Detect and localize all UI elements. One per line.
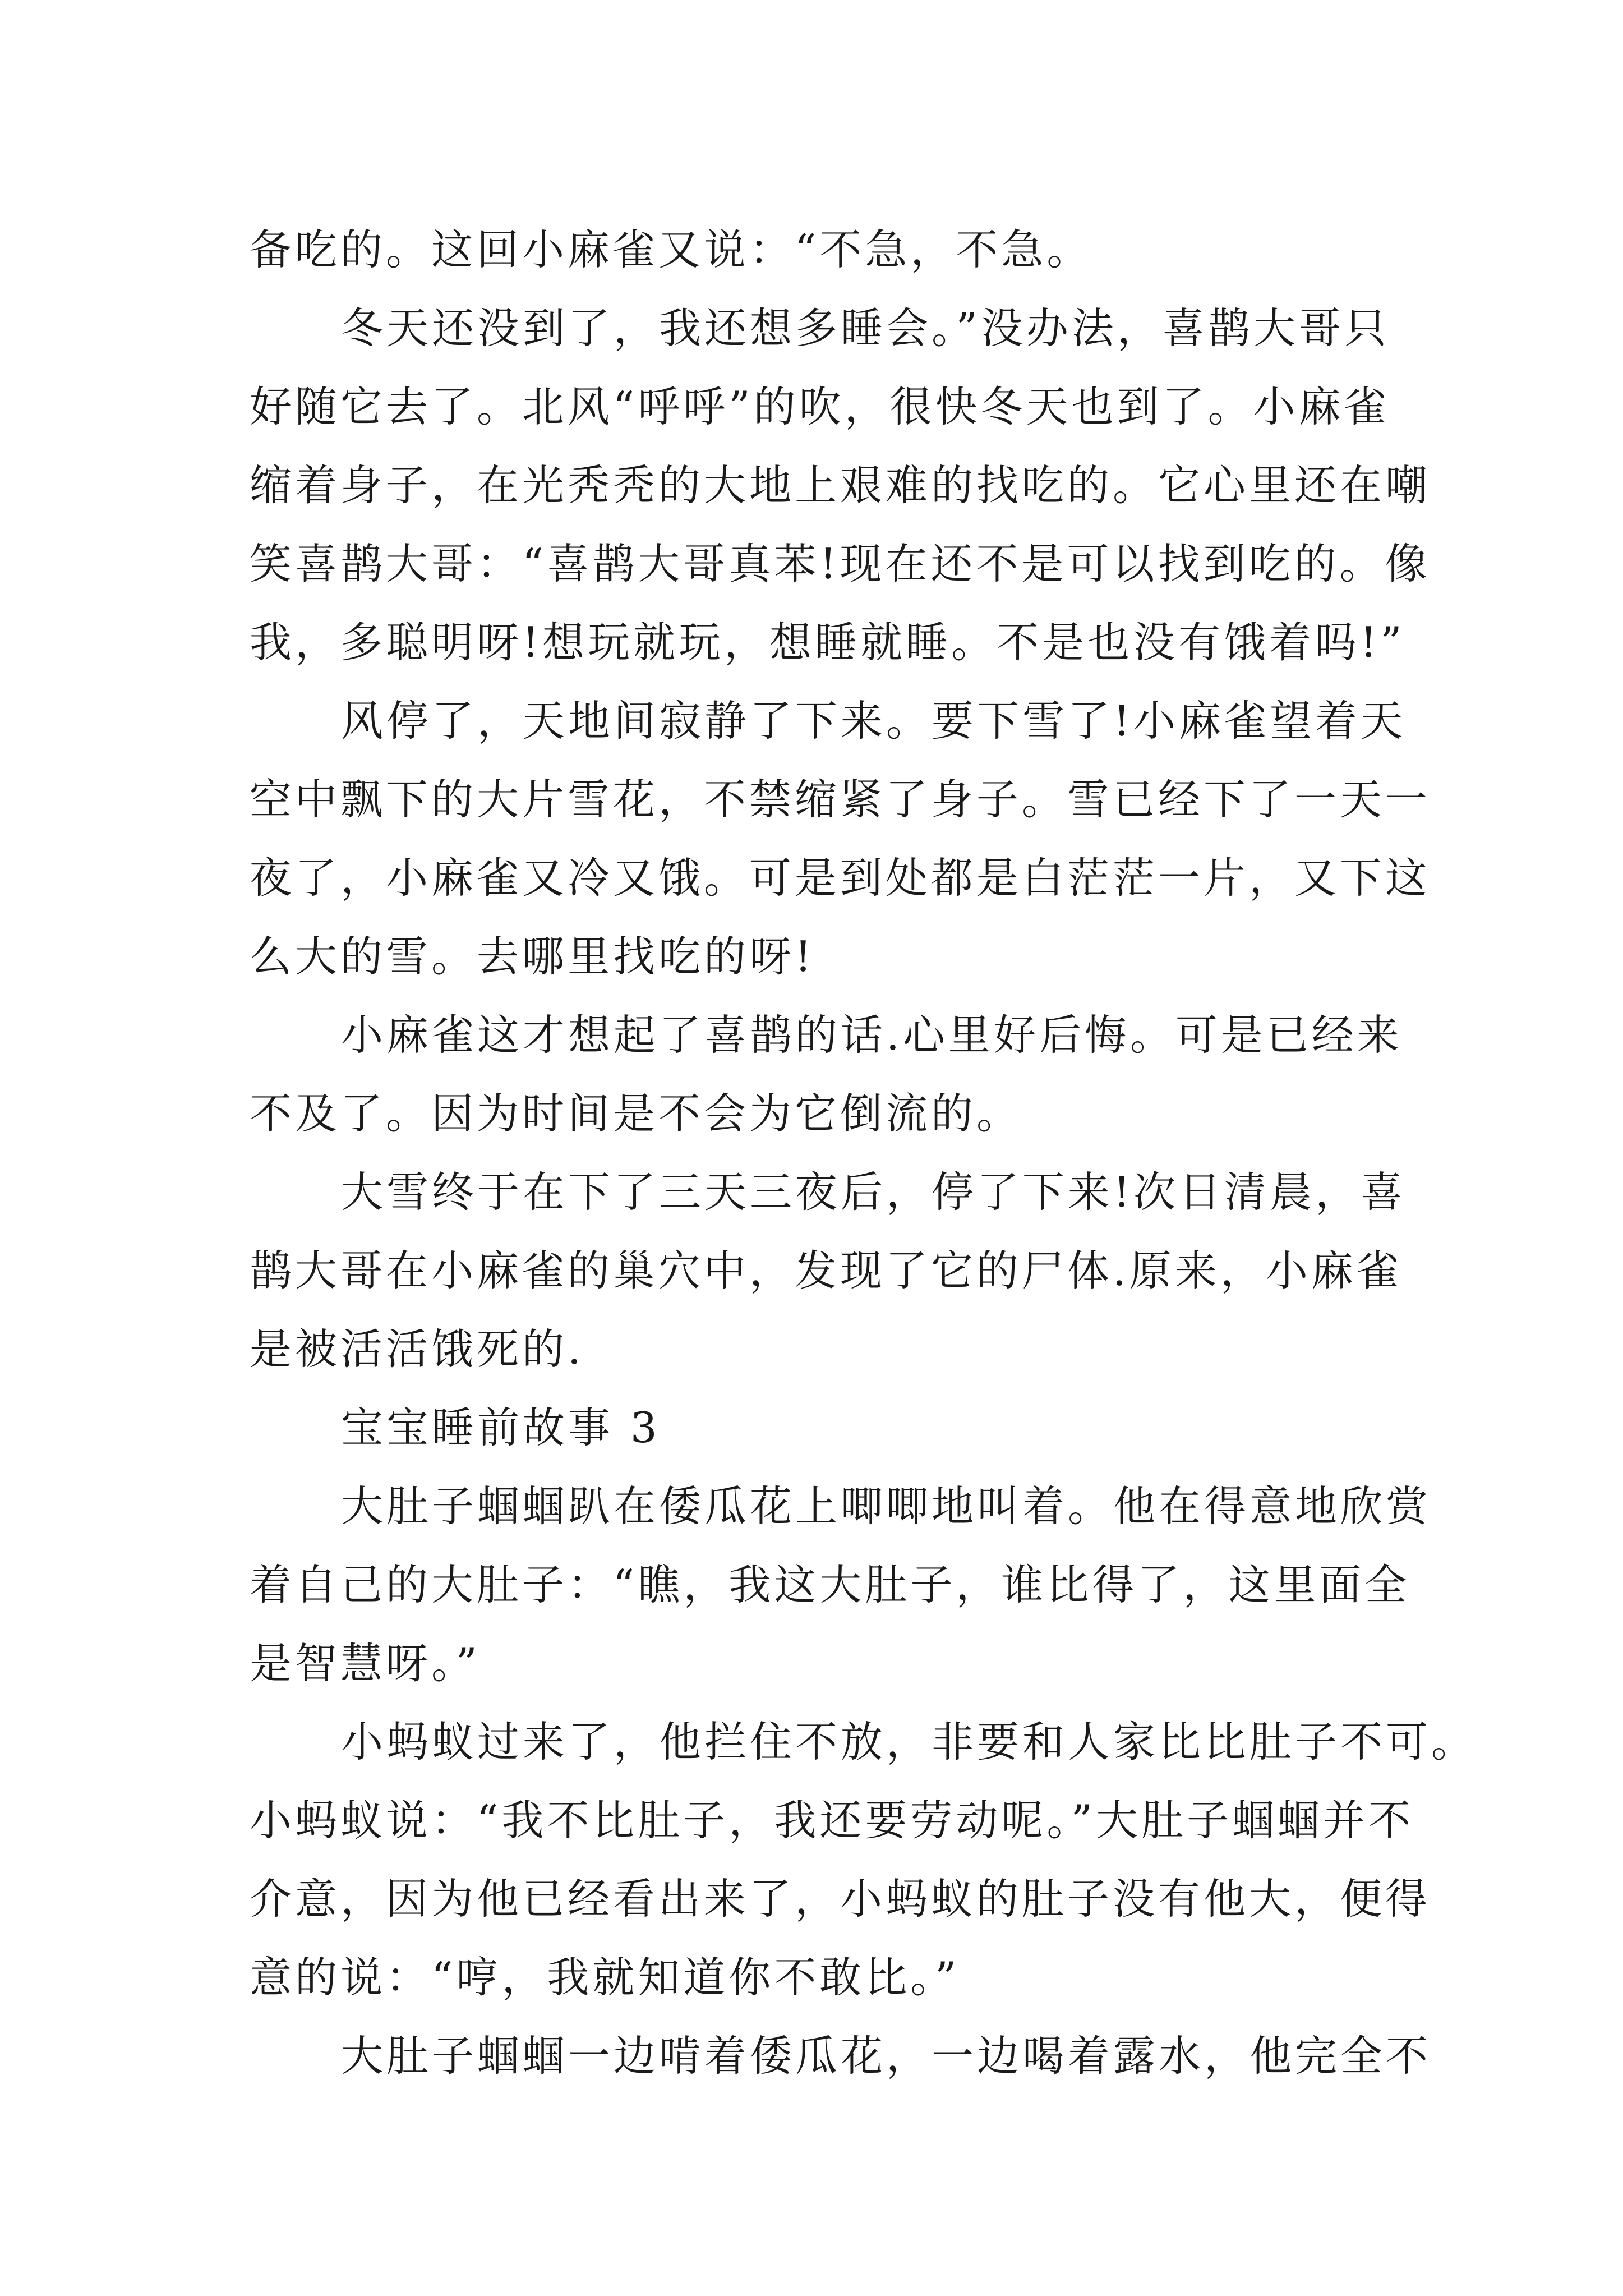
text-line: 我，多聪明呀!想玩就玩，想睡就睡。不是也没有饿着吗!” [250, 618, 1405, 667]
text-line: 小蚂蚁说：“我不比肚子，我还要劳动呢。”大肚子蝈蝈并不 [250, 1796, 1414, 1845]
text-line: 缩着身子，在光秃秃的大地上艰难的找吃的。它心里还在嘲 [250, 461, 1431, 510]
text-line: 风停了，天地间寂静了下来。要下雪了!小麻雀望着天 [341, 696, 1407, 746]
text-line: 宝宝睡前故事 3 [341, 1403, 661, 1452]
text-line: 夜了，小麻雀又冷又饿。可是到处都是白茫茫一片，又下这 [250, 853, 1431, 903]
body-text [250, 210, 1477, 2095]
text-line: 冬天还没到了，我还想多睡会。”没办法，喜鹊大哥只 [341, 303, 1390, 353]
text-line: 大雪终于在下了三天三夜后，停了下来!次日清晨，喜 [341, 1167, 1407, 1217]
text-line: 笑喜鹊大哥：“喜鹊大哥真苯!现在还不是可以找到吃的。像 [250, 539, 1431, 588]
text-line: 意的说：“哼，我就知道你不敢比。” [250, 1953, 960, 2002]
text-line: 备吃的。这回小麻雀又说：“不急，不急。 [250, 225, 1092, 274]
text-line: 是智慧呀。” [250, 1639, 481, 1688]
text-line: 鹊大哥在小麻雀的巢穴中，发现了它的尸体.原来，小麻雀 [250, 1246, 1402, 1295]
text-line: 空中飘下的大片雪花，不禁缩紧了身子。雪已经下了一天一 [250, 775, 1431, 824]
text-line: 大肚子蝈蝈一边啃着倭瓜花，一边喝着露水，他完全不 [341, 2031, 1432, 2081]
text-line: 着自己的大肚子：“瞧，我这大肚子，谁比得了，这里面全 [250, 1560, 1410, 1609]
text-line: 不及了。因为时间是不会为它倒流的。 [250, 1089, 1022, 1138]
text-line: 么大的雪。去哪里找吃的呀! [250, 932, 815, 981]
text-line: 介意，因为他已经看出来了，小蚂蚁的肚子没有他大，便得 [250, 1874, 1431, 1924]
text-line: 小麻雀这才想起了喜鹊的话.心里好后悔。可是已经来 [341, 1010, 1403, 1060]
text-line: 是被活活饿死的. [250, 1324, 584, 1374]
text-line: 大肚子蝈蝈趴在倭瓜花上唧唧地叫着。他在得意地欣赏 [341, 1481, 1432, 1531]
text-line: 小蚂蚁过来了，他拦住不放，非要和人家比比肚子不可。 [341, 1717, 1477, 1766]
text-line: 好随它去了。北风“呼呼”的吹，很快冬天也到了。小麻雀 [250, 382, 1390, 431]
